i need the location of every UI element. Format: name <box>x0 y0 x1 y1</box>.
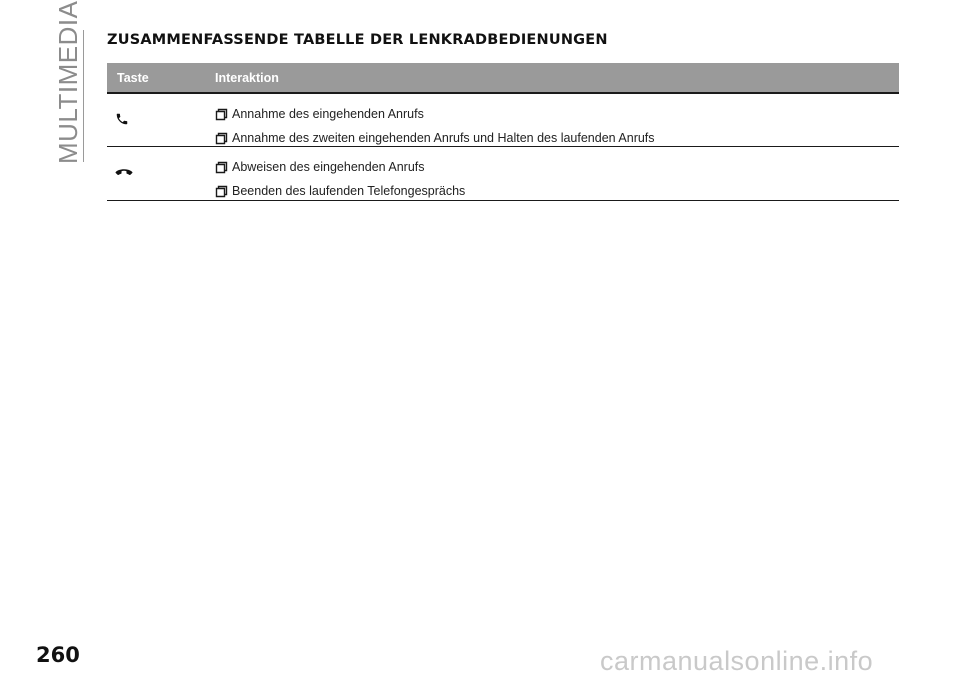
phone-accept-icon <box>115 112 129 126</box>
section-side-label: MULTIMEDIA <box>53 0 83 164</box>
action-text: Abweisen des eingehenden Anrufs <box>232 160 425 174</box>
key-cell <box>107 94 215 146</box>
header-key: Taste <box>117 70 149 85</box>
table-header <box>107 63 899 94</box>
phone-hangup-icon <box>115 168 133 178</box>
action-text: Beenden des laufenden Telefongesprächs <box>232 184 466 198</box>
side-divider <box>83 30 84 162</box>
action-text: Annahme des zweiten eingehenden Anrufs und Halten des laufenden Anrufs <box>232 131 655 145</box>
controls-table <box>107 63 899 201</box>
checkbox-bullet-icon <box>215 161 228 174</box>
table-row <box>107 94 899 147</box>
page-title: ZUSAMMENFASSENDE TABELLE DER LENKRADBEDIENUNGEN <box>107 32 608 48</box>
action-cell <box>215 147 465 200</box>
checkbox-bullet-icon <box>215 132 228 145</box>
checkbox-bullet-icon <box>215 185 228 198</box>
page-number: 260 <box>36 643 80 667</box>
list-item <box>215 155 465 179</box>
checkbox-bullet-icon <box>215 108 228 121</box>
action-cell <box>215 94 655 146</box>
watermark: carmanualsonline.info <box>600 646 874 676</box>
table-row <box>107 147 899 201</box>
key-cell <box>107 147 215 200</box>
header-action: Interaktion <box>215 70 279 85</box>
action-text: Annahme des eingehenden Anrufs <box>232 107 424 121</box>
list-item <box>215 179 465 203</box>
list-item <box>215 102 655 126</box>
